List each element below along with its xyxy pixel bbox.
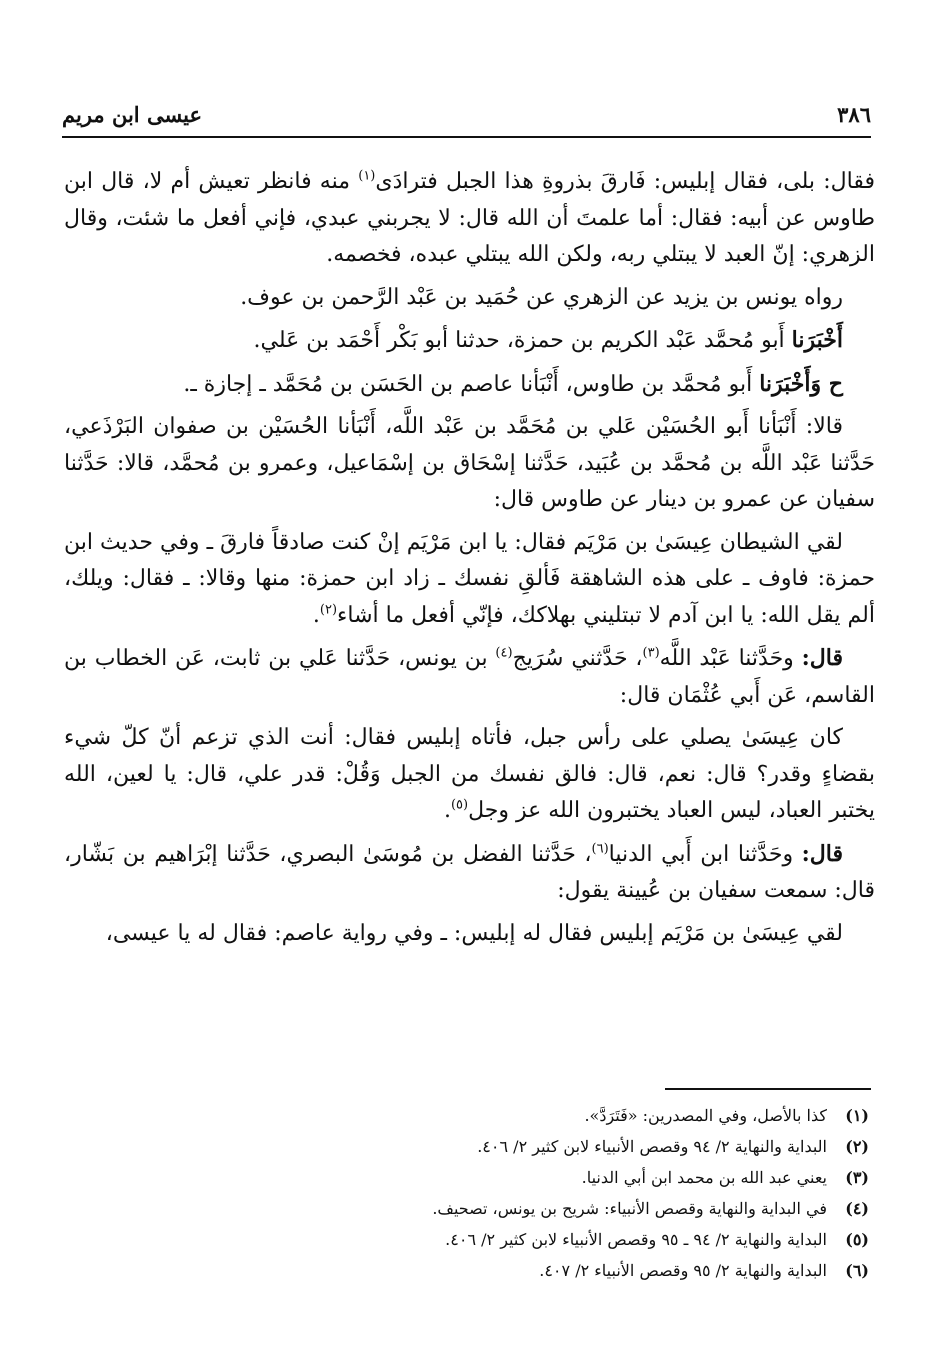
text-run: لقي عِيسَىٰ بن مَرْيَم إبليس فقال له إبليس: ـ وفي رواية عاصم: فقال له يا عيسى، — [105, 920, 843, 946]
footnote-text: في البداية والنهاية وقصص الأنبياء: شريح بن يونس، تصحيف. — [432, 1199, 827, 1218]
running-title: عيسى ابن مريم — [62, 101, 203, 127]
main-text — [64, 164, 875, 958]
footnote — [200, 1224, 869, 1255]
text-run: بن يونس، حَدَّثنا عَلي بن ثابت، عَن الخطاب بن القاسم، عَن أَبي عُثْمَان قال: — [64, 646, 875, 708]
text-run: رواه يونس بن يزيد عن الزهري عن حُمَيد بن عَبْد الرَّحمن بن عوف. — [240, 284, 843, 310]
paragraph — [64, 720, 875, 830]
footnote-number: (٤) — [845, 1199, 869, 1218]
paragraph — [64, 280, 875, 317]
lead-word: قال: — [801, 840, 843, 867]
lead-word: قال: — [801, 645, 843, 671]
paragraph — [64, 409, 875, 519]
footnote-number: (١) — [845, 1106, 869, 1125]
footnote-text: البداية والنهاية ٢/ ٩٤ ـ ٩٥ وقصص الأنبياء لابن كثير ٢/ ٤٠٦. — [445, 1230, 827, 1249]
footnote-text: البداية والنهاية ٢/ ٩٥ وقصص الأنبياء ٢/ ٤٠٧. — [539, 1261, 827, 1280]
lead-word: ح وَأَخْبَرَنا — [759, 370, 843, 397]
footnote — [200, 1193, 869, 1224]
paragraph — [64, 322, 875, 360]
text-run: أَبو مُحمَّد عَبْد الكريم بن حمزة، حدثنا أبو بَكْر أَحْمَد بن عَلي. — [253, 328, 792, 353]
footnote-text: يعني عبد الله بن محمد ابن أبي الدنيا. — [581, 1168, 827, 1187]
footnote-rule — [665, 1088, 871, 1090]
footnote — [200, 1100, 869, 1131]
text-run: وحَدَّثنا عَبْد اللَّه — [659, 646, 802, 671]
text-run: لقي الشيطان عِيسَىٰ بن مَرْيَم فقال: يا ابن مَرْيَم إنْ كنت صادقاً فارقَ ـ وفي حديث ابن حمزة: فاوف ـ على هذه الشاهقة فَألقِ نفسك ـ زاد ابن حمزة: منها وقالا: ـ فقال: ويلك، ألم يقل الله: يا ابن آدم لا تبتليني بهلاكك، فإنّي أفعل ما أشاء — [64, 529, 875, 628]
lead-word: أَخْبَرَنا — [791, 327, 843, 353]
footnote-marker: (٣) — [642, 645, 660, 661]
footnote-number: (٦) — [845, 1261, 869, 1280]
text-run: قالا: أَنْبَأنا أَبو الحُسَيْن عَلي بن مُحَمَّد بن عَبْد اللَّه، أَنْبَأنا الحُسَيْن بن صفوان البَرْذَعي، حَدَّثنا عَبْد اللَّه بن مُحمَّد بن عُبَيد، حَدَّثنا إسْحَاق بن إسْمَاعيل، وعمرو بن مُحمَّد، قالا: حَدَّثنا سفيان عن عمرو بن دينار عن طاوس قال: — [64, 414, 875, 512]
footnote-marker: (٢) — [319, 602, 338, 618]
text-run: فقال: بلى، فقال إبليس: فَارقَ بذروةِ هذا الجبل فترادَى — [375, 169, 875, 194]
footnote-number: (٢) — [845, 1137, 869, 1156]
text-run: . — [312, 602, 320, 628]
text-run: ، حَدَّثنا الفضل بن مُوسَىٰ البصري، حَدَّثنا إبْرَاهيم بن بَشّار، قال: سمعت سفيان بن عُيينة يقول: — [64, 841, 875, 903]
footnote-text: البداية والنهاية ٢/ ٩٤ وقصص الأنبياء لابن كثير ٢/ ٤٠٦. — [477, 1137, 827, 1156]
paragraph — [64, 836, 875, 910]
page-number: ٣٨٦ — [837, 101, 871, 127]
page-header — [62, 96, 871, 132]
paragraph — [64, 164, 875, 274]
text-run: كان عِيسَىٰ يصلي على رأس جبل، فأتاه إبليس فقال: أنت الذي تزعم أنّ كلّ شيء بقضاءٍ وقدر؟ قال: نعم، قال: فالق نفسك من الجبل وَقُلْ: قدر علي، قال: يا لعين، الله يختبر العباد، ليس العباد يختبرون الله عز وجل — [64, 725, 875, 823]
footnote-marker: (١) — [358, 168, 376, 184]
footnote — [200, 1162, 869, 1193]
paragraph — [64, 366, 875, 404]
text-run: أَبو مُحمَّد بن طاوس، أَنْبَأنا عاصم بن الحَسَن بن مُحَمَّد ـ إجازة ـ. — [183, 371, 760, 397]
header-rule — [62, 136, 871, 138]
footnote-text: كذا بالأصل، وفي المصدرين: «فَتَرَدَّ». — [584, 1106, 827, 1125]
footnotes — [200, 1100, 869, 1286]
footnote-marker: (٤) — [495, 645, 513, 661]
footnote-marker: (٦) — [591, 841, 609, 857]
paragraph — [64, 640, 875, 714]
footnote-number: (٥) — [845, 1230, 869, 1249]
footnote-number: (٣) — [845, 1168, 869, 1187]
text-run: . — [443, 798, 451, 823]
footnote — [200, 1131, 869, 1162]
text-run: منه فانظر تعيش أم لا، قال ابن طاوس عن أبيه: فقال: أما علمتَ أن الله قال: لا يجربني عبدي، فإني أفعل ما شئت، وقال الزهري: إنّ العبد لا يبتلي ربه، ولكن الله يبتلي عبده، فخصمه. — [64, 169, 875, 267]
paragraph — [64, 525, 875, 635]
text-run: ، حَدَّثني سُرَيج — [512, 646, 643, 671]
paragraph — [64, 916, 875, 953]
footnote-marker: (٥) — [450, 797, 469, 813]
footnote — [200, 1255, 869, 1286]
text-run: وحَدَّثنا ابن أَبي الدنيا — [608, 841, 802, 867]
